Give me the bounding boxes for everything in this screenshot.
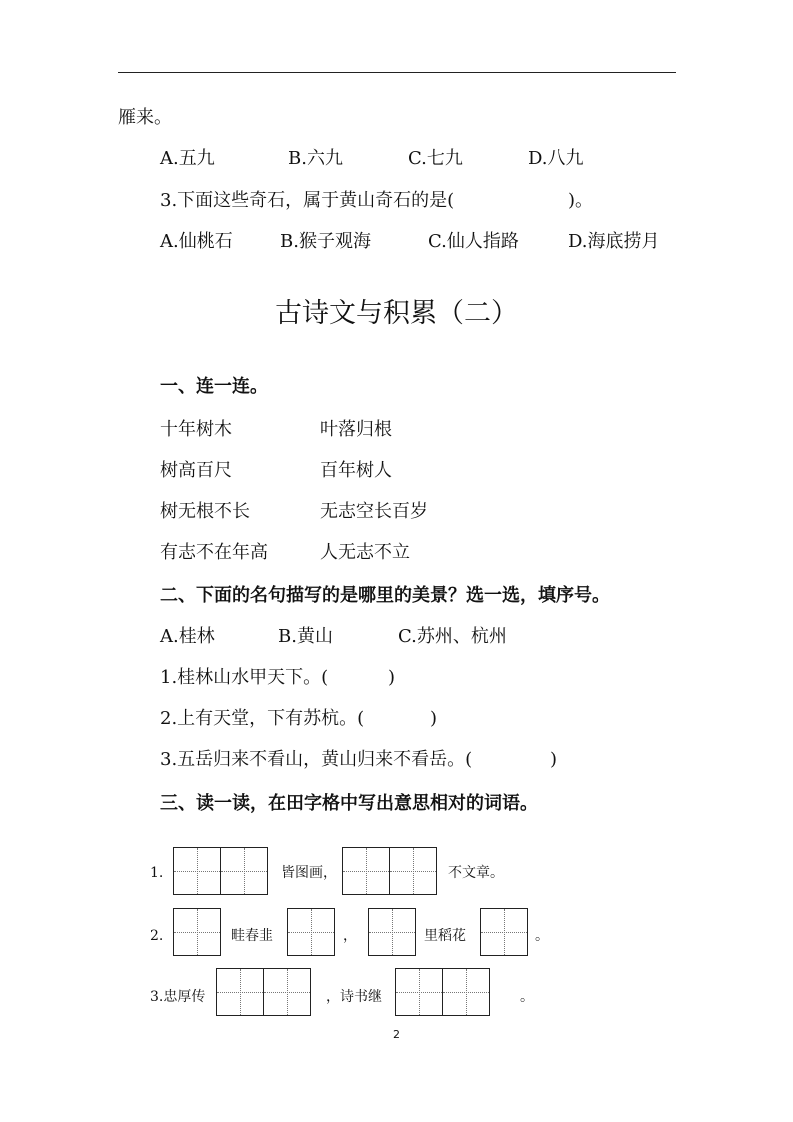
part3-row1-end: 不文章。 xyxy=(448,865,504,881)
part3-row2-mid2: 里稻花 xyxy=(424,928,466,944)
tianzige-cell[interactable] xyxy=(368,908,416,956)
part1-right-3: 无志空长百岁 xyxy=(320,501,428,522)
tianzige-row1-b[interactable] xyxy=(342,847,437,895)
part2-item-2-close: ) xyxy=(430,708,438,729)
tianzige-row2-b[interactable] xyxy=(287,908,335,956)
part2-item-3-close: ) xyxy=(550,749,558,770)
tianzige-cell[interactable] xyxy=(173,847,221,895)
part1-left-3: 树无根不长 xyxy=(160,501,250,522)
tianzige-row2-a[interactable] xyxy=(173,908,221,956)
part3-row3-end: 。 xyxy=(520,989,534,1005)
tianzige-row3-b[interactable] xyxy=(395,968,490,1016)
tianzige-cell[interactable] xyxy=(342,847,390,895)
part1-left-1: 十年树木 xyxy=(160,419,232,440)
q2-option-d: D.八九 xyxy=(528,148,584,169)
part1-left-4: 有志不在年高 xyxy=(160,542,268,563)
tianzige-cell[interactable] xyxy=(395,968,443,1016)
q3-option-b: B.猴子观海 xyxy=(280,231,371,252)
part1-right-4: 人无志不立 xyxy=(320,542,410,563)
part2-item-1-close: ) xyxy=(388,667,396,688)
part3-row2-comma: ， xyxy=(343,928,357,944)
part3-row2-number: 2. xyxy=(150,928,164,944)
part3-heading: 三、读一读，在田字格中写出意思相对的词语。 xyxy=(160,793,538,814)
tianzige-row2-c[interactable] xyxy=(368,908,416,956)
part2-item-3: 3.五岳归来不看山，黄山归来不看岳。( xyxy=(160,749,473,770)
q3-option-d: D.海底捞月 xyxy=(568,231,660,252)
part1-left-2: 树高百尺 xyxy=(160,460,232,481)
q3-option-c: C.仙人指路 xyxy=(428,231,519,252)
tianzige-cell[interactable] xyxy=(216,968,264,1016)
carryover-text: 雁来。 xyxy=(118,107,172,128)
q3-option-a: A.仙桃石 xyxy=(160,231,233,252)
tianzige-cell[interactable] xyxy=(220,847,268,895)
tianzige-cell[interactable] xyxy=(480,908,528,956)
part3-row2-mid: 畦春韭 xyxy=(231,928,273,944)
part3-row1-mid: 皆图画， xyxy=(281,865,337,881)
part2-item-2: 2.上有天堂，下有苏杭。( xyxy=(160,708,365,729)
part3-row1-number: 1. xyxy=(150,865,164,881)
tianzige-cell[interactable] xyxy=(442,968,490,1016)
part2-heading: 二、下面的名句描写的是哪里的美景？选一选，填序号。 xyxy=(160,585,610,606)
part2-option-a: A.桂林 xyxy=(160,626,215,647)
section-title: 古诗文与积累（二） xyxy=(275,298,518,329)
part3-row3-mid: ，诗书继 xyxy=(326,989,382,1005)
part1-right-2: 百年树人 xyxy=(320,460,392,481)
part2-option-b: B.黄山 xyxy=(278,626,333,647)
tianzige-row2-d[interactable] xyxy=(480,908,528,956)
page-number: 2 xyxy=(393,1028,400,1041)
part2-option-c: C.苏州、杭州 xyxy=(398,626,507,647)
tianzige-cell[interactable] xyxy=(389,847,437,895)
tianzige-row1-a[interactable] xyxy=(173,847,268,895)
q3-stem: 3.下面这些奇石，属于黄山奇石的是( xyxy=(160,190,455,211)
q2-option-c: C.七九 xyxy=(408,148,463,169)
part1-heading: 一、连一连。 xyxy=(160,376,268,397)
q2-option-b: B.六九 xyxy=(288,148,343,169)
q3-close: )。 xyxy=(568,190,594,211)
part3-row2-end: 。 xyxy=(535,928,549,944)
q2-option-a: A.五九 xyxy=(160,148,215,169)
tianzige-cell[interactable] xyxy=(263,968,311,1016)
tianzige-cell[interactable] xyxy=(287,908,335,956)
header-rule xyxy=(118,72,676,73)
tianzige-cell[interactable] xyxy=(173,908,221,956)
part1-right-1: 叶落归根 xyxy=(320,419,392,440)
part3-row3-start: 3.忠厚传 xyxy=(150,989,206,1005)
tianzige-row3-a[interactable] xyxy=(216,968,311,1016)
part2-item-1: 1.桂林山水甲天下。( xyxy=(160,667,329,688)
